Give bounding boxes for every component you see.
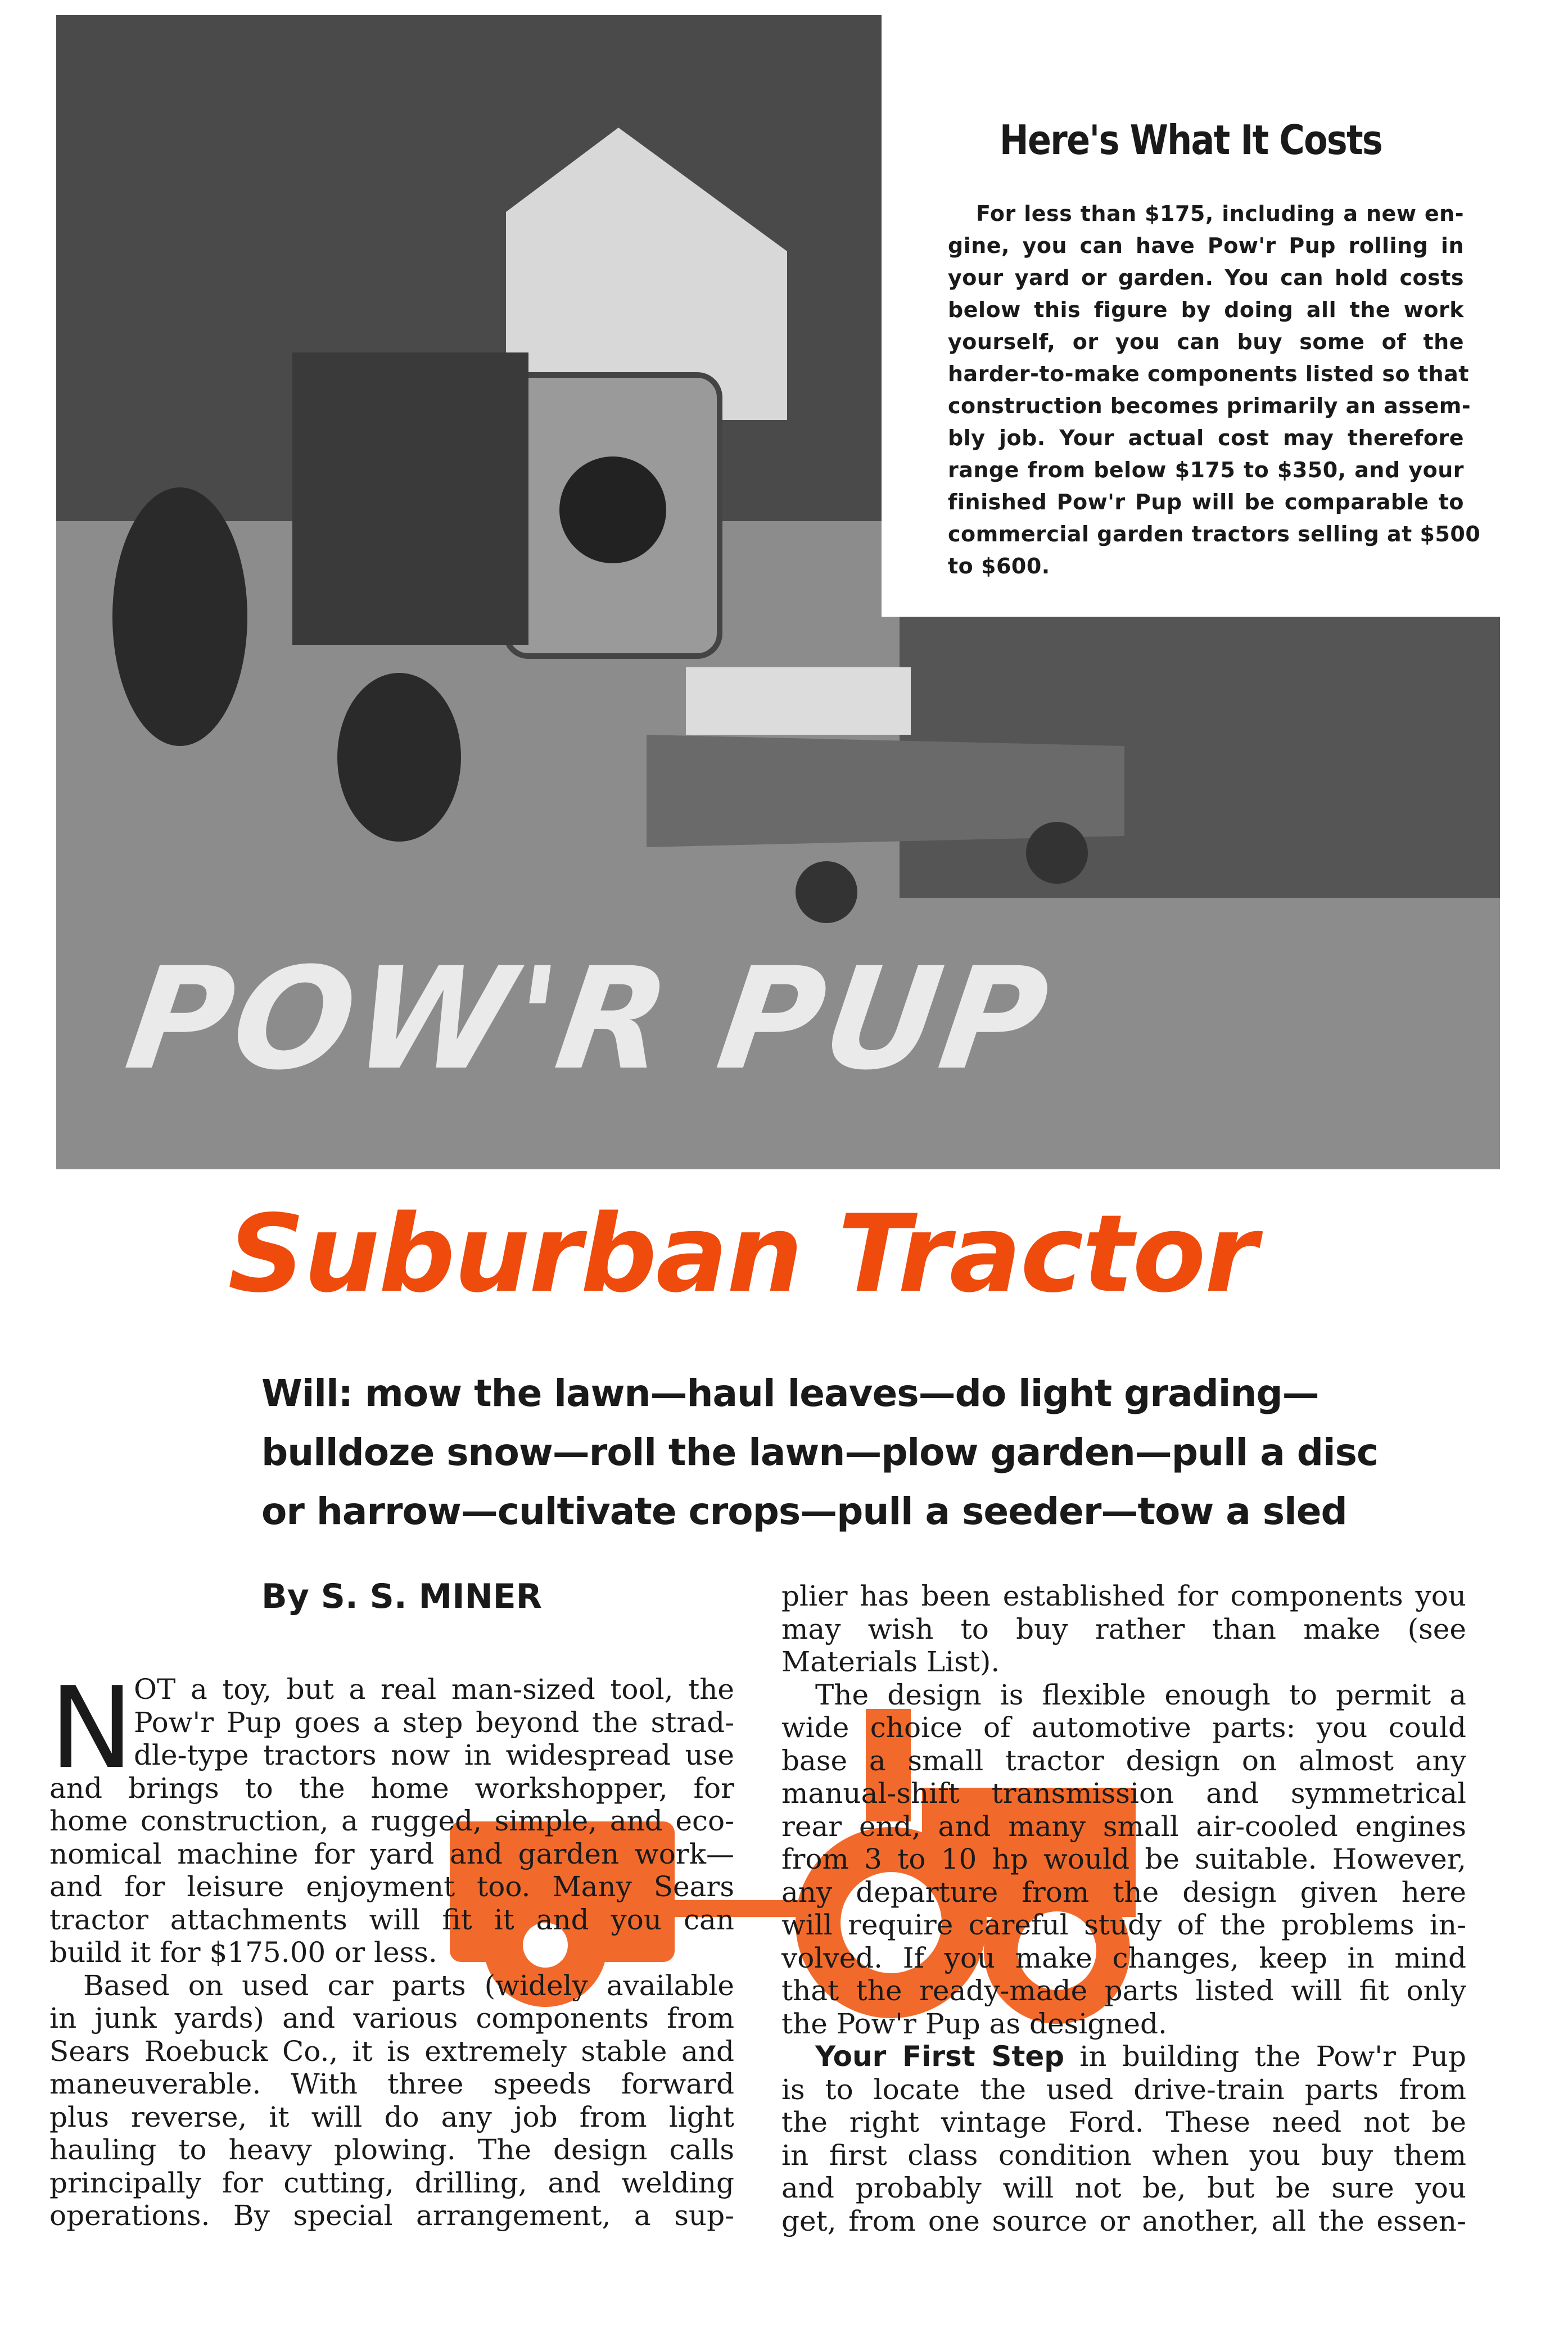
body-text-line: the right vintage Ford. These need not be	[781, 2106, 1466, 2138]
body-text-line: rear end, and many small air-cooled engines	[781, 1810, 1466, 1843]
front-wheel	[337, 673, 461, 842]
body-text: in building the Pow'r Pup	[1079, 2040, 1466, 2073]
subtitle-line: or harrow—cultivate crops—pull a seeder—tow a sled	[261, 1490, 1347, 1533]
body-text-line: home construction, a rugged, simple, and eco-	[49, 1805, 734, 1837]
body-text-line: may wish to buy rather than make (see	[781, 1612, 1466, 1645]
body-text-line: and brings to the home workshopper, for	[49, 1771, 734, 1805]
cost-text-line: your yard or garden. You can hold costs	[948, 265, 1464, 290]
body-text-line: base a small tractor design on almost any	[781, 1744, 1466, 1777]
body-text-line: hauling to heavy plowing. The design calls	[49, 2133, 734, 2166]
body-text-line: Materials List).	[781, 1645, 1000, 1678]
body-text-line: plus reverse, it will do any job from light	[49, 2100, 734, 2133]
cost-text-line: For less than $175, including a new en-	[976, 201, 1464, 226]
run-in-heading: Your First Step	[815, 2040, 1065, 2073]
caster-wheel	[1026, 822, 1088, 884]
drop-cap: N	[49, 1663, 134, 1794]
body-text-line: manual-shift transmission and symmetrical	[781, 1777, 1466, 1810]
body-text-line: the Pow'r Pup as designed.	[781, 2007, 1167, 2040]
photo-overlay-title: POW'R PUP	[118, 937, 1059, 1101]
byline: By S. S. MINER	[261, 1577, 542, 1616]
body-text-line: will require careful study of the problems in-	[781, 1909, 1466, 1941]
body-text-line: maneuverable. With three speeds forward	[49, 2068, 734, 2100]
body-text-line	[781, 2040, 1466, 2073]
body-text-line: get, from one source or another, all the essen-	[781, 2204, 1466, 2237]
body-text-line: that the ready-made parts listed will fit only	[781, 1974, 1466, 2007]
right-column	[781, 1580, 1466, 2237]
subtitle-line: Will: mow the lawn—haul leaves—do light grading—	[261, 1372, 1319, 1415]
body-text-line: dle-type tractors now in widespread use	[134, 1739, 734, 1771]
body-text-line: and probably will not be, but be sure you	[781, 2172, 1466, 2204]
body-text-line: wide choice of automotive parts: you could	[781, 1711, 1466, 1744]
cost-text-line: gine, you can have Pow'r Pup rolling in	[948, 233, 1464, 258]
tractor-body	[292, 352, 528, 645]
cost-text-line: commercial garden tractors selling at $500	[948, 522, 1481, 546]
body-text-line: in junk yards) and various components from	[49, 2002, 734, 2034]
rear-wheel	[112, 487, 247, 746]
body-text-line: tractor attachments will fit it and you can	[49, 1903, 734, 1936]
body-text-line: in first class condition when you buy them	[781, 2138, 1466, 2172]
body-text-line: volved. If you make changes, keep in mind	[781, 1941, 1466, 1974]
body-text-line: from 3 to 10 hp would be suitable. However,	[781, 1843, 1466, 1875]
cost-text-line: finished Pow'r Pup will be comparable to	[948, 490, 1464, 514]
body-text-line: any departure from the design given here	[781, 1875, 1466, 1909]
body-text-line: nomical machine for yard and garden work—	[49, 1837, 734, 1870]
cost-text-line: below this figure by doing all the work	[948, 297, 1464, 322]
body-text-line: OT a toy, but a real man-sized tool, the	[134, 1673, 734, 1706]
body-text-line: operations. By special arrangement, a sup-	[49, 2199, 734, 2232]
cost-sidebar	[882, 15, 1500, 617]
cost-text-line: harder-to-make components listed so that	[948, 361, 1469, 386]
cost-text-line: construction becomes primarily an assem-	[948, 394, 1471, 418]
subtitle-line: bulldoze snow—roll the lawn—plow garden—pull a disc	[261, 1431, 1379, 1474]
cost-text-line: yourself, or you can buy some of the	[948, 329, 1464, 354]
caster-wheel	[796, 861, 857, 923]
left-column	[49, 1663, 734, 2232]
cost-heading: Here's What It Costs	[999, 116, 1382, 164]
body-text-line: Pow'r Pup goes a step beyond the strad-	[134, 1706, 734, 1739]
cost-text-line: bly job. Your actual cost may therefore	[948, 426, 1464, 450]
cost-text-line: to $600.	[948, 554, 1050, 578]
article-title: Suburban Tractor	[228, 1192, 1257, 1316]
body-text-line: The design is flexible enough to permit a	[815, 1678, 1466, 1711]
headlight	[559, 456, 666, 563]
body-text-line: Based on used car parts (widely available	[83, 1969, 734, 2002]
body-text-line: and for leisure enjoyment too. Many Sears	[49, 1870, 734, 1903]
body-text-line: plier has been established for components you	[781, 1580, 1466, 1612]
mower-engine	[686, 667, 911, 735]
cost-text-line: range from below $175 to $350, and your	[948, 458, 1464, 482]
body-text-line: build it for $175.00 or less.	[49, 1936, 437, 1969]
body-text-line: is to locate the used drive-train parts from	[781, 2073, 1466, 2106]
body-text-line: Sears Roebuck Co., it is extremely stable and	[49, 2034, 734, 2068]
body-text-line: principally for cutting, drilling, and welding	[49, 2166, 734, 2199]
